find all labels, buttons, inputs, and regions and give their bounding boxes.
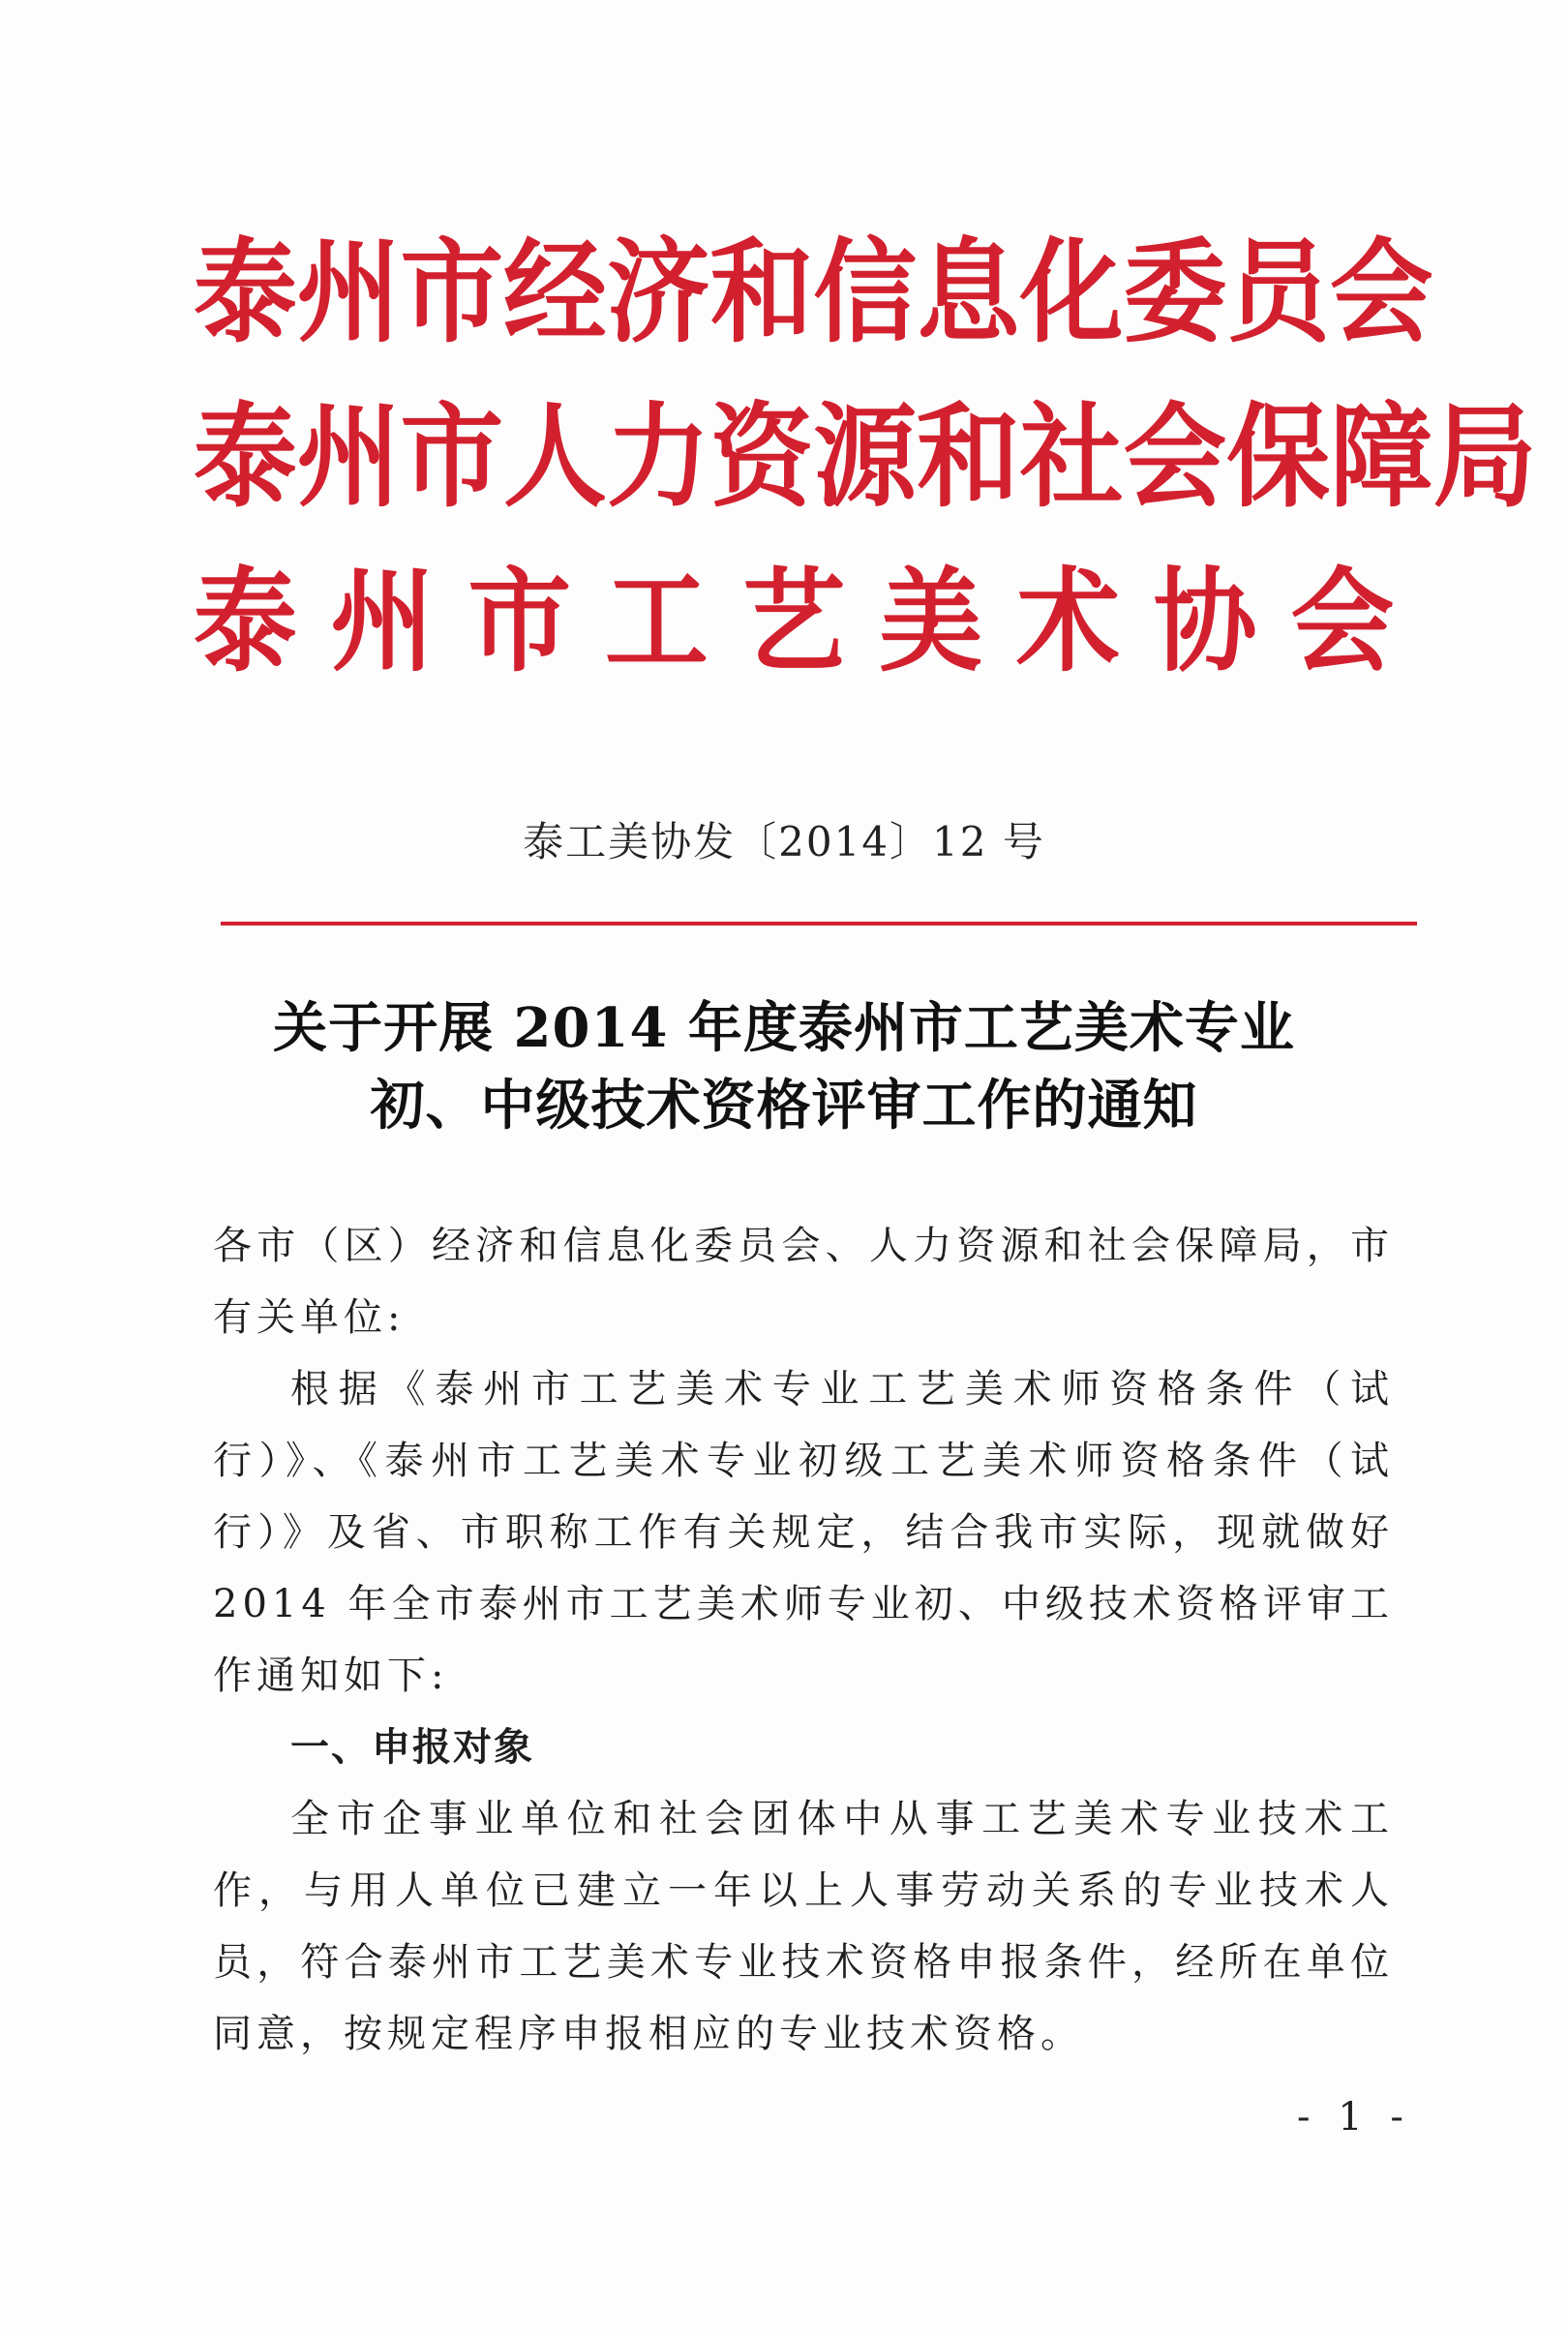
header-org-line-3: 泰州市工艺美术协会 (194, 556, 1395, 687)
notice-title-line-2: 初、中级技术资格评审工作的通知 (370, 1074, 1198, 1138)
paragraph-applicants: 全市企事业单位和社会团体中从事工艺美术专业技术工作，与用人单位已建立一年以上人事劳动关系的专业技术人员，符合泰州市工艺美术专业技术资格申报条件，经所在单位同意，按规定程序申报相应的专业技术资格。 (213, 1797, 1394, 2056)
notice-body (213, 1210, 1394, 2070)
header-org-line-2: 泰州市人力资源和社会保障局 (194, 391, 1537, 523)
notice-title-line-1: 关于开展 2014 年度泰州市工艺美术专业 (273, 996, 1295, 1060)
header-org-line-1: 泰州市经济和信息化委员会 (194, 227, 1433, 358)
paragraph-basis: 根据《泰州市工艺美术专业工艺美术师资格条件（试行）》、《泰州市工艺美术专业初级工艺美术师资格条件（试行）》及省、市职称工作有关规定，结合我市实际，现就做好 2014 年全市泰州市工艺美术师专业初、中级技术资格评审工作通知如下: (213, 1367, 1394, 1698)
document-number: 泰工美协发〔2014〕12 号 (523, 818, 1045, 865)
red-divider-line (221, 922, 1417, 926)
salutation: 各市（区）经济和信息化委员会、人力资源和社会保障局，市有关单位: (213, 1224, 1394, 1340)
page-number: - 1 - (1297, 2095, 1411, 2140)
section-heading-applicants: 一、申报对象 (290, 1725, 534, 1770)
